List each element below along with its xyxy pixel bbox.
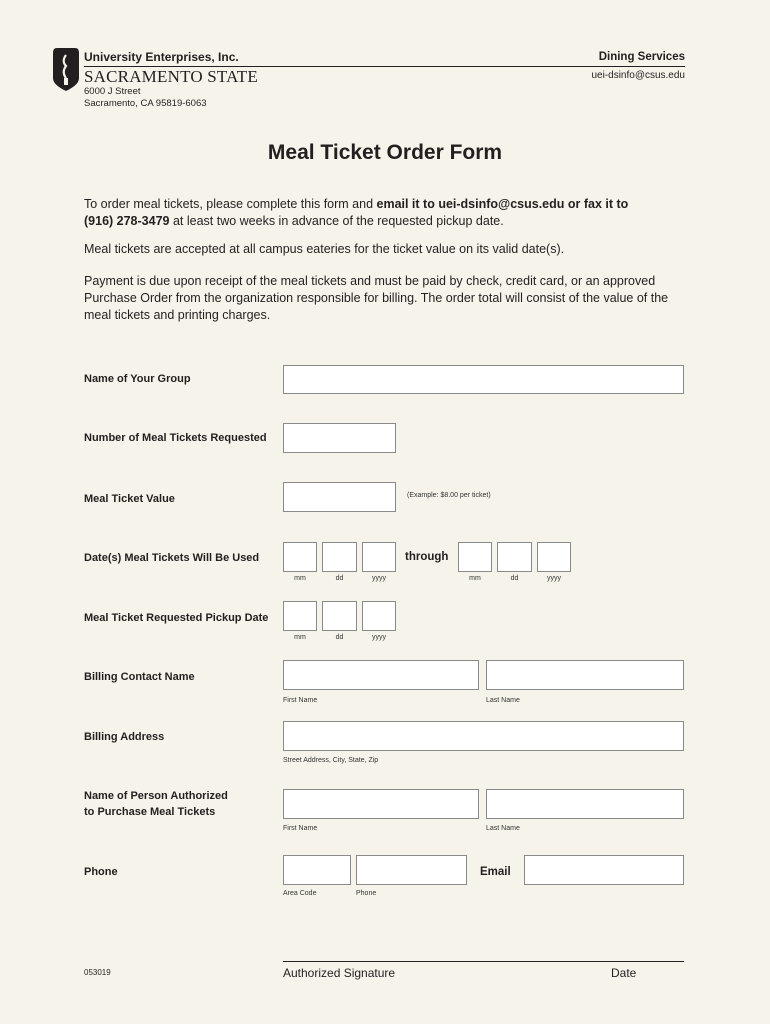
area-code-caption: Area Code xyxy=(283,890,317,897)
billing-contact-label: Billing Contact Name xyxy=(84,671,195,683)
campus-name: SACRAMENTO STATE xyxy=(84,67,258,86)
end-month-input[interactable] xyxy=(458,542,492,572)
authorized-label-line-1: Name of Person Authorized xyxy=(84,790,228,802)
pickup-dd-caption: dd xyxy=(335,634,344,641)
email-input[interactable] xyxy=(524,855,684,885)
pickup-date-label: Meal Ticket Requested Pickup Date xyxy=(84,612,269,624)
authorized-first-name-caption: First Name xyxy=(283,825,318,832)
org-name: University Enterprises, Inc. xyxy=(84,50,239,64)
authorized-label-line-2: to Purchase Meal Tickets xyxy=(84,806,216,818)
num-tickets-input[interactable] xyxy=(283,423,396,453)
billing-address-label: Billing Address xyxy=(84,731,165,743)
sac-state-logo-icon xyxy=(52,46,80,92)
ticket-value-input[interactable] xyxy=(283,482,396,512)
pickup-yyyy-caption: yyyy xyxy=(372,634,386,641)
intro-paragraph-2: Meal tickets are accepted at all campus eateries for the ticket value on its valid date(s). xyxy=(84,242,565,256)
billing-last-name-caption: Last Name xyxy=(486,697,520,704)
pickup-day-input[interactable] xyxy=(322,601,357,631)
signature-label: Authorized Signature xyxy=(283,966,396,980)
address-line-2: Sacramento, CA 95819-6063 xyxy=(84,98,207,109)
department-email[interactable]: uei-dsinfo@csus.edu xyxy=(591,70,685,81)
start-day-input[interactable] xyxy=(322,542,357,572)
intro-paragraph-1 xyxy=(84,196,684,230)
end-dd-caption: dd xyxy=(510,575,519,582)
end-day-input[interactable] xyxy=(497,542,532,572)
area-code-input[interactable] xyxy=(283,855,351,885)
pickup-mm-caption: mm xyxy=(294,634,306,641)
ticket-value-hint: (Example: $8.00 per ticket) xyxy=(407,492,491,499)
ticket-value-label: Meal Ticket Value xyxy=(84,493,175,505)
phone-input[interactable] xyxy=(356,855,467,885)
authorized-last-name-caption: Last Name xyxy=(486,825,520,832)
intro-text-b: at least two weeks in advance of the requested pickup date. xyxy=(169,214,504,228)
date-label: Date xyxy=(611,966,637,980)
pickup-month-input[interactable] xyxy=(283,601,317,631)
intro-text-a: To order meal tickets, please complete this form and xyxy=(84,197,377,211)
signature-line[interactable] xyxy=(283,961,684,962)
start-month-input[interactable] xyxy=(283,542,317,572)
intro-paragraph-3: Payment is due upon receipt of the meal tickets and must be paid by check, credit card, or an approved Purchase Order from the organization responsible for billing. The order total will consist of the value of the meal tickets and printing charges. xyxy=(84,274,669,322)
page-title: Meal Ticket Order Form xyxy=(267,141,503,164)
end-mm-caption: mm xyxy=(469,575,481,582)
end-year-input[interactable] xyxy=(537,542,571,572)
form-code: 053019 xyxy=(84,968,111,977)
department-name: Dining Services xyxy=(598,51,685,63)
email-label: Email xyxy=(480,866,511,878)
billing-address-caption: Street Address, City, State, Zip xyxy=(283,757,379,764)
start-mm-caption: mm xyxy=(294,575,306,582)
start-yyyy-caption: yyyy xyxy=(372,575,386,582)
phone-caption: Phone xyxy=(356,890,377,897)
start-dd-caption: dd xyxy=(335,575,344,582)
billing-first-name-caption: First Name xyxy=(283,697,318,704)
intro-bold-fax: (916) 278-3479 xyxy=(84,214,170,228)
start-year-input[interactable] xyxy=(362,542,396,572)
through-label: through xyxy=(405,551,449,563)
billing-address-input[interactable] xyxy=(283,721,684,751)
authorized-first-name-input[interactable] xyxy=(283,789,479,819)
pickup-year-input[interactable] xyxy=(362,601,396,631)
num-tickets-label: Number of Meal Tickets Requested xyxy=(84,432,267,444)
authorized-person-label xyxy=(84,788,228,820)
end-yyyy-caption: yyyy xyxy=(547,575,561,582)
phone-label: Phone xyxy=(84,866,118,878)
billing-first-name-input[interactable] xyxy=(283,660,479,690)
group-name-input[interactable] xyxy=(283,365,684,394)
address-line-1: 6000 J Street xyxy=(84,86,141,97)
intro-bold-email: email it to uei-dsinfo@csus.edu or fax it to xyxy=(376,197,629,211)
authorized-last-name-input[interactable] xyxy=(486,789,684,819)
billing-last-name-input[interactable] xyxy=(486,660,684,690)
dates-used-label: Date(s) Meal Tickets Will Be Used xyxy=(84,552,260,564)
group-name-label: Name of Your Group xyxy=(84,373,191,385)
